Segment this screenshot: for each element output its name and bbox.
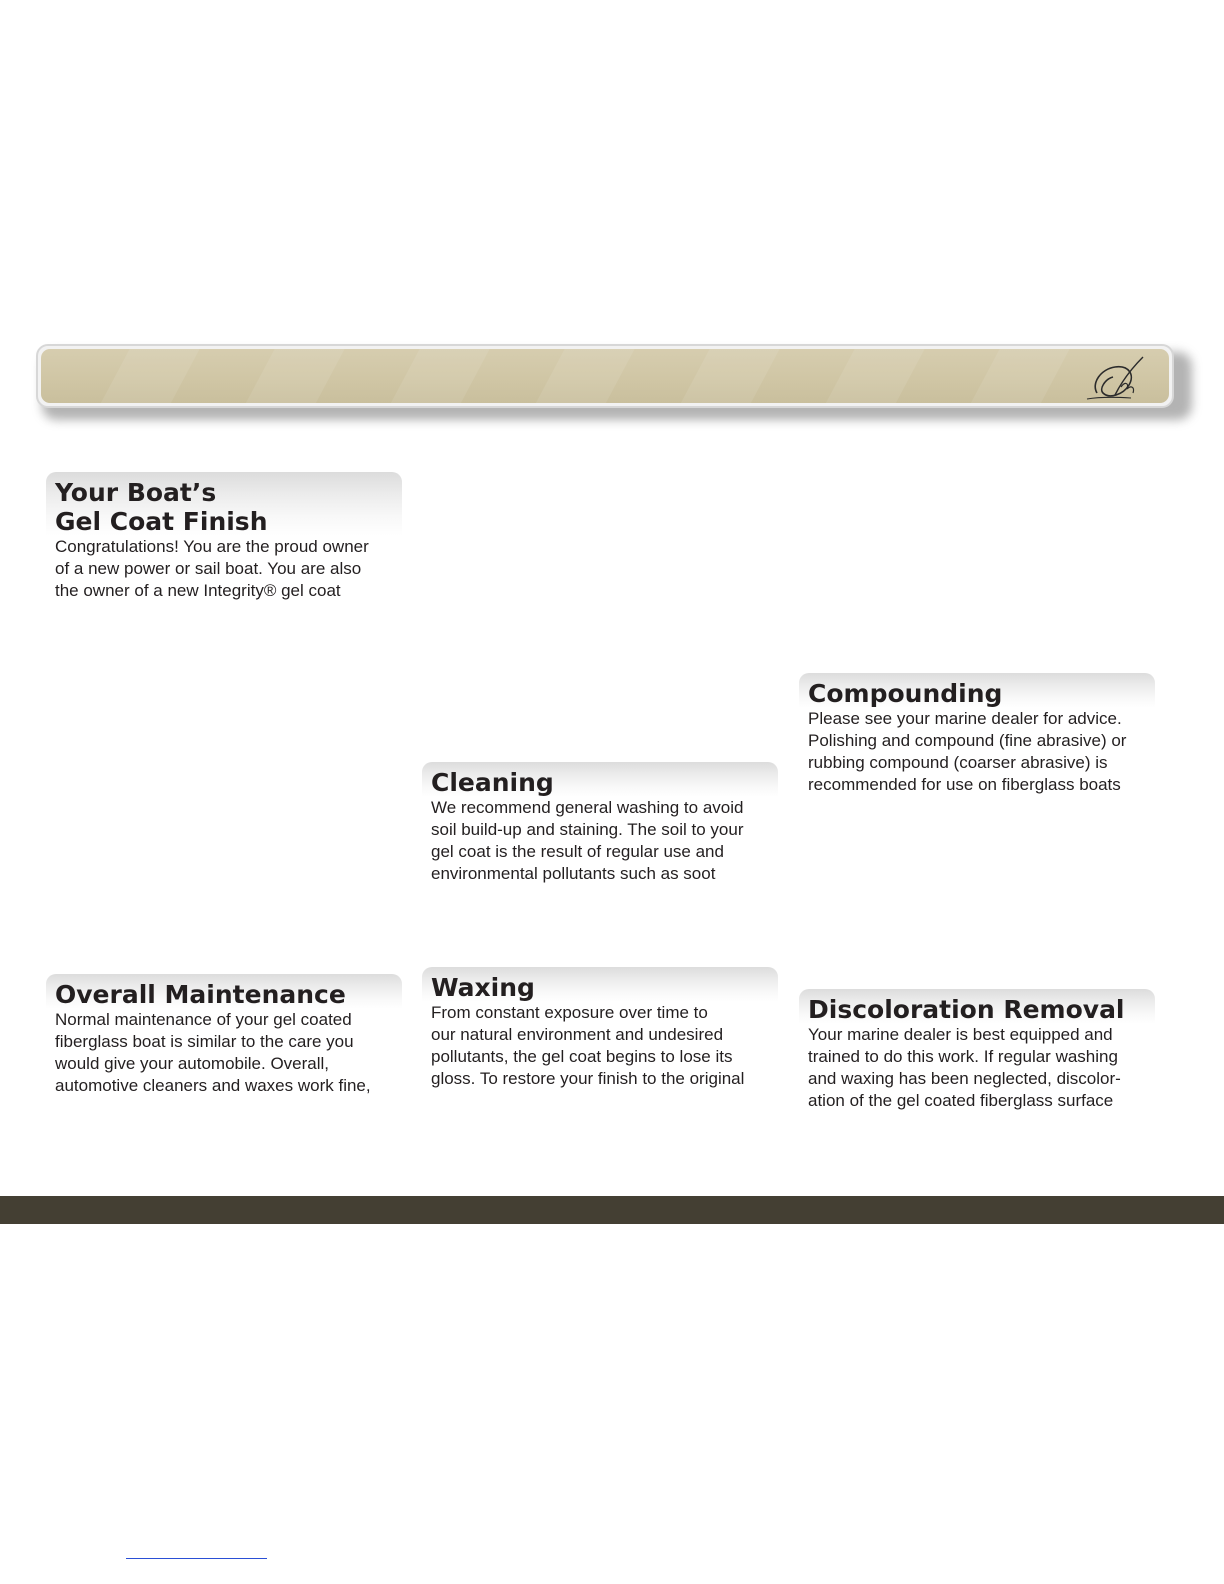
section-title: Compounding (808, 679, 1003, 708)
section-title: Discoloration Removal (808, 995, 1125, 1024)
section-title: Cleaning (431, 768, 554, 797)
section-body: We recommend general washing to avoid soil build-up and staining. The soil to your gel coat is the result of regular use and environmental pollutants such as soot (431, 798, 744, 883)
section-header (422, 762, 778, 797)
section-waxing (422, 967, 778, 1090)
section-header (46, 472, 402, 536)
section-header (422, 967, 778, 1002)
banner-texture (41, 349, 1169, 403)
section-title: Waxing (431, 973, 535, 1002)
section-overall-maintenance (46, 974, 402, 1097)
section-header (46, 974, 402, 1009)
section-discoloration-removal (799, 989, 1155, 1112)
section-header (799, 989, 1155, 1024)
section-title: Your Boat’s Gel Coat Finish (55, 478, 268, 536)
section-title: Overall Maintenance (55, 980, 346, 1009)
section-cleaning (422, 762, 778, 885)
signature-logo-icon (1085, 353, 1155, 403)
section-gel-coat-finish (46, 472, 402, 602)
section-body: Normal maintenance of your gel coated fiberglass boat is similar to the care you would give your automobile. Overall, automotive cleaners and waxes work fine, (55, 1010, 371, 1095)
footer-bar (0, 1196, 1224, 1224)
header-banner (36, 344, 1174, 408)
link-underline[interactable] (126, 1558, 267, 1559)
section-body: Your marine dealer is best equipped and trained to do this work. If regular washing and waxing has been neglected, discolor- ation of the gel coated fiberglass surface (808, 1025, 1121, 1110)
section-body: From constant exposure over time to our natural environment and undesired pollutants, the gel coat begins to lose its gloss. To restore your finish to the original (431, 1003, 745, 1088)
section-compounding (799, 673, 1155, 796)
section-header (799, 673, 1155, 708)
section-body: Please see your marine dealer for advice. Polishing and compound (fine abrasive) or rubbing compound (coarser abrasive) is recommended for use on fiberglass boats (808, 709, 1127, 794)
section-body: Congratulations! You are the proud owner of a new power or sail boat. You are also the owner of a new Integrity® gel coat (55, 537, 369, 600)
